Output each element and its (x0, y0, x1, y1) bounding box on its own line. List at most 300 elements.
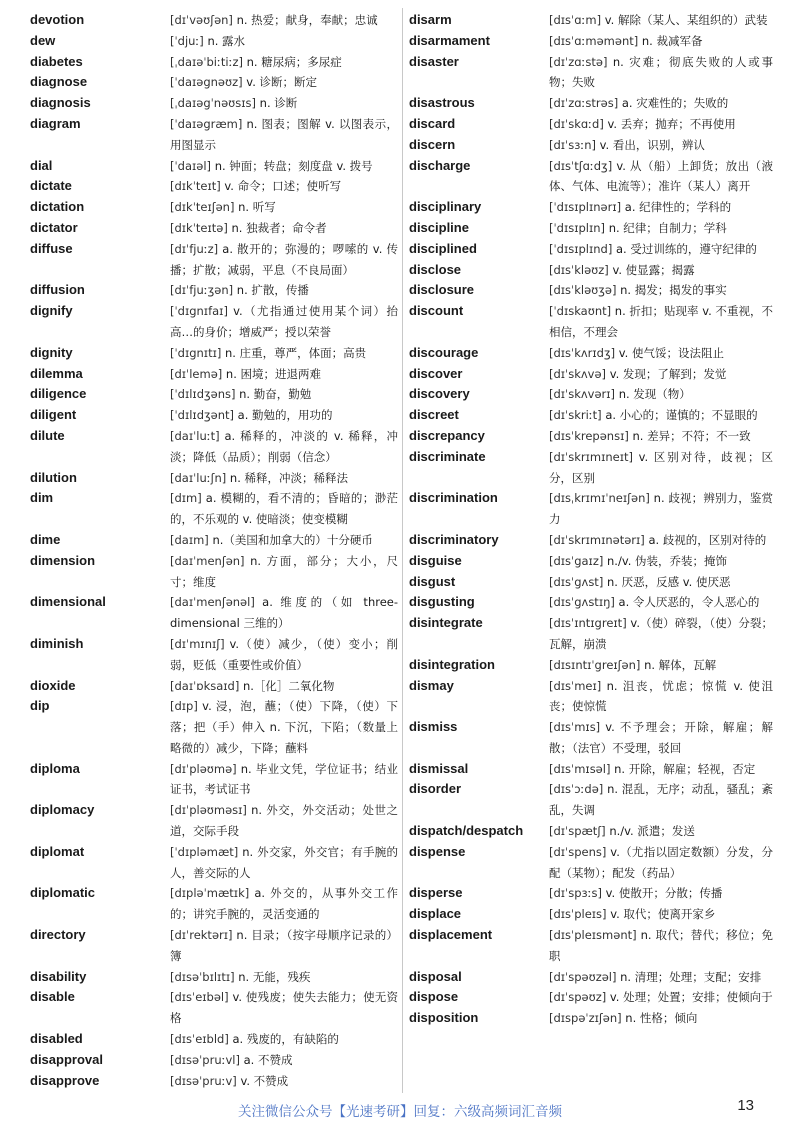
entry-phonetic: [ˌdaɪəgˈnəʊsɪs] (170, 96, 257, 111)
entry-word: disposal (409, 968, 462, 984)
vocab-entry (30, 301, 398, 343)
entry-word: dispatch/despatch (409, 823, 524, 839)
entry-definition (170, 592, 398, 634)
entry-meaning: v. 从（船）上卸货；放出（液体、气体、电流等）；准许（某人）离开 (549, 158, 774, 194)
entry-word: dictator (30, 219, 78, 235)
entry-definition (170, 93, 398, 114)
vocab-entry (30, 967, 398, 988)
entry-phonetic: [dɪˈmɪnɪʃ] (170, 636, 225, 651)
entry-phonetic: [dɪˈrektərɪ] (170, 928, 233, 943)
entry-definition (170, 1071, 398, 1092)
entry-word: discriminatory (409, 531, 499, 547)
entry-definition (549, 135, 773, 156)
entry-definition (549, 987, 773, 1008)
entry-meaning: a. 外交的，从事外交工作的；讲究手腕的，灵活变通的 (170, 886, 399, 922)
entry-definition (549, 280, 773, 301)
entry-word: dilute (30, 427, 65, 443)
entry-definition (170, 925, 398, 967)
entry-meaning: a. 散开的；弥漫的；啰嗦的 v. 传播；扩散；减弱，平息（不良局面） (170, 241, 398, 277)
entry-phonetic: [dɪspəˈzɪʃən] (549, 1011, 622, 1026)
vocab-entry (409, 676, 773, 718)
entry-phonetic: [ˈdaɪəgræm] (170, 116, 243, 131)
entry-phonetic: [dɪpləˈmætɪk] (170, 886, 250, 901)
entry-word: disperse (409, 885, 463, 901)
entry-definition (170, 488, 398, 530)
entry-meaning: n. 诊断 (259, 96, 298, 111)
entry-meaning: a. 勤勉的，用功的 (237, 408, 333, 423)
entry-word: diffusion (30, 282, 85, 298)
vocab-entry (409, 530, 773, 551)
entry-meaning: n. 方面，部分；大小，尺寸；维度 (170, 553, 398, 589)
entry-definition (170, 1050, 398, 1071)
entry-word: dimension (30, 552, 96, 568)
entry-word: discreet (409, 407, 459, 423)
entry-meaning: n./v. 派遣；发送 (609, 824, 695, 839)
entry-definition (549, 31, 773, 52)
entry-definition (170, 676, 398, 697)
entry-meaning: n./v. 伪装，乔装；掩饰 (607, 553, 728, 568)
entry-phonetic: [ˌdaɪəˈbiːtiːz] (170, 54, 243, 69)
entry-definition (549, 572, 773, 593)
entry-phonetic: [ˈdɪsɪplɪn] (549, 220, 606, 235)
entry-word: dismiss (409, 719, 458, 735)
entry-meaning: n. 毕业文凭，学位证书；结业证书，考试证书 (170, 761, 398, 797)
vocab-entry (409, 759, 773, 780)
entry-word: devotion (30, 12, 85, 27)
vocab-entry (30, 10, 398, 31)
entry-meaning: n. 取代；替代；移位；免职 (549, 928, 774, 963)
vocab-entry (409, 613, 773, 655)
vocab-entry (30, 52, 398, 73)
entry-meaning: v. 取代；使离开家乡 (610, 907, 716, 922)
entry-definition (170, 218, 398, 239)
vocab-entry (409, 114, 773, 135)
entry-word: discharge (409, 157, 471, 173)
entry-definition (549, 426, 773, 447)
vocab-entry (30, 114, 398, 156)
entry-definition (170, 883, 398, 925)
vocab-entry (409, 447, 773, 489)
entry-word: disabled (30, 1031, 83, 1047)
vocab-entry (409, 52, 773, 94)
vocab-entry (409, 904, 773, 925)
entry-word: dimensional (30, 594, 106, 610)
entry-definition (170, 967, 398, 988)
vocab-entry (30, 551, 398, 593)
entry-definition (170, 530, 398, 551)
entry-word: dioxide (30, 677, 76, 693)
entry-word: discriminate (409, 448, 486, 464)
entry-meaning: n. 厌恶，反感 v. 使厌恶 (606, 574, 731, 589)
entry-word: disability (30, 968, 87, 984)
entry-definition (549, 821, 773, 842)
entry-word: dismissal (409, 760, 469, 776)
entry-meaning: n. 听写 (238, 200, 276, 215)
entry-phonetic: [dɪˈfjuːz] (170, 241, 219, 256)
vocab-entry (409, 779, 773, 821)
vocab-entry (30, 468, 398, 489)
entry-definition (549, 239, 773, 260)
entry-meaning: a. 歧视的，区别对待的 (648, 532, 767, 547)
entry-phonetic: [dɪˈzɑːstrəs] (549, 96, 619, 111)
entry-phonetic: [dɪsˈkləʊz] (549, 262, 609, 277)
entry-word: diagnose (30, 74, 88, 90)
entry-word: discard (409, 115, 456, 131)
entry-definition (549, 301, 773, 343)
entry-phonetic: [ˈdɪgnɪfaɪ] (170, 304, 228, 319)
entry-meaning: v. 使残废；使失去能力；使无资格 (170, 990, 398, 1026)
entry-meaning: a. 维度的（如 three-dimensional 三维的） (170, 595, 399, 631)
vocab-entry (30, 31, 398, 52)
vocab-entry (30, 676, 398, 697)
entry-word: dew (30, 32, 56, 48)
vocab-entry (30, 1071, 398, 1092)
entry-phonetic: [dɪsˈmɪsəl] (549, 761, 611, 776)
vocab-entry (409, 384, 773, 405)
entry-meaning: a. 稀释的，冲淡的 v. 稀释，冲淡；降低（品质）；削弱（信念） (170, 428, 398, 464)
vocab-entry (409, 655, 773, 676)
vocab-entry (30, 405, 398, 426)
entry-phonetic: [ˈdaɪəl] (170, 158, 212, 173)
entry-phonetic: [dɪm] (170, 491, 202, 506)
entry-meaning: n. 灾难；彻底失败的人或事物；失败 (549, 54, 773, 90)
entry-definition (549, 52, 773, 94)
vocab-entry (30, 800, 398, 842)
entry-phonetic: [dɪsˈɑːm] (549, 13, 602, 27)
entry-word: disposition (409, 1010, 479, 1026)
entry-word: dictation (30, 199, 85, 215)
entry-definition (549, 114, 773, 135)
entry-meaning: n. 裁减军备 (641, 33, 703, 48)
entry-phonetic: [dɪsˈmɪs] (549, 720, 601, 735)
vocab-entry (30, 696, 398, 758)
entry-phonetic: [daɪm] (170, 532, 209, 547)
entry-word: discourage (409, 344, 479, 360)
entry-phonetic: [daɪˈmenʃən] (170, 553, 245, 568)
entry-definition (549, 93, 773, 114)
entry-word: dispose (409, 989, 459, 1005)
vocab-entry (30, 239, 398, 281)
entry-phonetic: [dɪsˈgaɪz] (549, 553, 604, 568)
entry-word: diminish (30, 635, 84, 651)
entry-definition (549, 759, 773, 780)
entry-meaning: n. 勤奋，勤勉 (239, 387, 312, 402)
entry-phonetic: [dɪˈspætʃ] (549, 824, 606, 839)
vocab-entry (409, 717, 773, 759)
entry-phonetic: [dɪsˈkʌrɪdʒ] (549, 345, 616, 360)
vocab-entry (30, 343, 398, 364)
entry-word: dip (30, 698, 50, 714)
vocab-entry (30, 364, 398, 385)
entry-phonetic: [dɪˈvəʊʃən] (170, 13, 233, 27)
vocab-entry (409, 218, 773, 239)
entry-meaning: a. 残废的，有缺陷的 (232, 1032, 339, 1047)
vocab-entry (409, 405, 773, 426)
entry-word: dignity (30, 344, 73, 360)
entry-definition (170, 696, 398, 758)
vocab-entry (409, 135, 773, 156)
entry-phonetic: [dɪsˈkrepənsɪ] (549, 428, 629, 443)
entry-phonetic: [dɪˈspəʊzəl] (549, 969, 617, 984)
entry-meaning: n. 性格；倾向 (625, 1011, 698, 1026)
entry-definition (549, 218, 773, 239)
entry-meaning: v. 不赞成 (240, 1073, 289, 1088)
entry-word: disclose (409, 261, 462, 277)
entry-word: diagnosis (30, 95, 91, 111)
entry-phonetic: [dɪsˈeɪbld] (170, 1032, 229, 1047)
entry-phonetic: [dɪkˈteɪt] (170, 179, 221, 194)
entry-phonetic: [dɪsˈɔːdə] (549, 782, 604, 797)
vocab-entry (30, 925, 398, 967)
vocab-entry (30, 592, 398, 634)
entry-phonetic: [dɪp] (170, 699, 198, 714)
entry-definition (549, 592, 773, 613)
vocab-entry (409, 280, 773, 301)
entry-word: disarmament (409, 32, 490, 48)
entry-phonetic: [dɪsəˈbɪlɪtɪ] (170, 969, 235, 984)
vocab-entry (30, 488, 398, 530)
entry-meaning: n. 露水 (207, 33, 246, 48)
entry-meaning: v. 使气馁；设法阻止 (618, 345, 724, 360)
entry-word: dim (30, 490, 54, 506)
entry-definition (170, 197, 398, 218)
entry-definition (170, 405, 398, 426)
entry-word: diagram (30, 115, 81, 131)
entry-phonetic: [dɪˈzɑːstə] (549, 54, 608, 69)
entry-meaning: v.（使）碎裂，（使）分裂；瓦解，崩溃 (549, 616, 774, 651)
vocab-entry (409, 197, 773, 218)
entry-word: dial (30, 157, 53, 173)
entry-word: dignify (30, 303, 73, 319)
left-column (30, 10, 398, 1091)
vocab-entry (30, 93, 398, 114)
entry-meaning: a. 模糊的，看不清的；昏暗的；渺茫的，不乐观的 v. 使暗淡；使变模糊 (170, 491, 398, 527)
entry-phonetic: [dɪsˈtʃɑːdʒ] (549, 158, 613, 173)
vocab-entry (409, 260, 773, 281)
vocab-entry (409, 821, 773, 842)
entry-phonetic: [dɪsˈmeɪ] (549, 678, 602, 693)
entry-definition (549, 613, 773, 655)
entry-meaning: v. 发现；了解到；发觉 (609, 366, 727, 381)
entry-phonetic: [dɪˈskʌvə] (549, 366, 607, 381)
entry-definition (549, 405, 773, 426)
entry-definition (170, 634, 398, 676)
entry-phonetic: [dɪˈspens] (549, 844, 607, 859)
entry-word: diplomacy (30, 802, 95, 818)
vocab-entry (409, 364, 773, 385)
entry-definition (549, 488, 773, 530)
entry-definition (170, 426, 398, 468)
entry-word: displacement (409, 927, 493, 943)
column-divider (402, 8, 403, 1093)
entry-word: disaster (409, 53, 459, 69)
entry-word: dispense (409, 843, 466, 859)
entry-definition (549, 343, 773, 364)
entry-phonetic: [ˈdjuː] (170, 33, 204, 48)
entry-meaning: a. 纪律性的；学科的 (624, 200, 732, 215)
entry-meaning: n. 纪律；自制力；学科 (608, 220, 727, 235)
entry-phonetic: [daɪˈluːʃn] (170, 470, 227, 485)
entry-word: disgusting (409, 594, 475, 610)
entry-phonetic: [dɪˈskʌvərɪ] (549, 387, 616, 402)
entry-word: diploma (30, 760, 80, 776)
vocab-entry (30, 1050, 398, 1071)
entry-phonetic: [ˈdɪpləmæt] (170, 844, 239, 859)
entry-definition (549, 883, 773, 904)
entry-meaning: v.（尤指以固定数额）分发，分配（某物）；配发（药品） (549, 844, 773, 880)
entry-definition (170, 384, 398, 405)
entry-word: disciplinary (409, 199, 482, 215)
entry-phonetic: [daɪˈmenʃənəl] (170, 595, 255, 610)
entry-definition (170, 176, 398, 197)
entry-phonetic: [ˈdɪsɪplɪnd] (549, 241, 613, 256)
vocab-entry (409, 488, 773, 530)
entry-definition (549, 842, 773, 884)
entry-meaning: n. 发现（物） (618, 387, 691, 402)
vocab-entry (409, 987, 773, 1008)
entry-definition (549, 717, 773, 759)
entry-definition (549, 260, 773, 281)
entry-meaning: a. 受过训练的，遵守纪律的 (616, 241, 757, 256)
entry-word: disgust (409, 573, 456, 589)
entry-phonetic: [dɪˈskriːt] (549, 408, 602, 423)
vocab-entry (409, 10, 773, 31)
entry-word: dilemma (30, 365, 83, 381)
entry-definition (549, 156, 773, 198)
entry-phonetic: [dɪˈsɜːn] (549, 137, 596, 152)
entry-word: discrimination (409, 490, 498, 506)
vocab-entry (30, 634, 398, 676)
entry-meaning: n.［化］二氧化物 (242, 678, 335, 693)
vocab-entry (30, 176, 398, 197)
entry-definition (549, 551, 773, 572)
entry-meaning: n. 目录；（按字母顺序记录的）簿 (170, 928, 398, 963)
entry-meaning: v. 使散开；分散；传播 (605, 886, 723, 901)
entry-meaning: n. 困境；进退两难 (225, 366, 322, 381)
entry-word: disapprove (30, 1072, 100, 1088)
entry-word: disguise (409, 552, 462, 568)
entry-meaning: v.（尤指通过使用某个词）抬高…的身价；增威严；授以荣誉 (170, 304, 398, 339)
entry-meaning: n. 歧视；辨别力，鉴赏力 (549, 491, 773, 527)
entry-word: dilution (30, 469, 77, 485)
vocab-entry (409, 967, 773, 988)
entry-phonetic: [dɪsˈɑːməmənt] (549, 33, 639, 48)
entry-meaning: v. 区别对待，歧视；区分，区别 (549, 449, 773, 485)
entry-definition (170, 551, 398, 593)
vocab-entry (409, 925, 773, 967)
vocab-entry (409, 343, 773, 364)
entry-phonetic: [ˈdɪsɪplɪnərɪ] (549, 200, 622, 215)
entry-word: dictate (30, 178, 72, 194)
entry-phonetic: [dɪsəˈpruːv] (170, 1073, 237, 1088)
vocab-entry (30, 883, 398, 925)
entry-meaning: n. 独裁者；命令者 (231, 220, 327, 235)
entry-definition (549, 967, 773, 988)
entry-phonetic: [dɪsˈpleɪsmənt] (549, 928, 637, 943)
footer-promo-text: 关注微信公众号【光速考研】回复：六级高频词汇音频 (238, 1104, 562, 1120)
entry-definition (170, 301, 398, 343)
vocab-entry (30, 72, 398, 93)
entry-definition (170, 156, 398, 177)
entry-definition (549, 530, 773, 551)
page-number: 13 (737, 1097, 754, 1114)
vocab-entry (409, 156, 773, 198)
vocab-entry (30, 1029, 398, 1050)
entry-meaning: v. 处理；处置；安排；使倾向于 (609, 990, 773, 1005)
entry-meaning: n. 扩散，传播 (236, 283, 309, 298)
entry-phonetic: [dɪsˌkrɪmɪˈneɪʃən] (549, 491, 650, 506)
entry-word: diabetes (30, 53, 83, 69)
entry-word: discover (409, 365, 463, 381)
entry-word: disable (30, 989, 75, 1005)
entry-phonetic: [dɪˈfjuːʒən] (170, 283, 234, 298)
vocab-entry (30, 280, 398, 301)
entry-phonetic: [dɪkˈteɪʃən] (170, 200, 235, 215)
entry-meaning: n. 庄重，尊严，体面；高贵 (225, 345, 367, 360)
entry-meaning: n. 折扣；贴现率 v. 不重视，不相信，不理会 (549, 304, 774, 339)
entry-phonetic: [dɪsəˈpruːvl] (170, 1052, 240, 1067)
entry-meaning: a. 不赞成 (243, 1052, 293, 1067)
entry-meaning: n. 揭发；揭发的事实 (620, 283, 727, 298)
entry-phonetic: [dɪˈspəʊz] (549, 990, 607, 1005)
entry-phonetic: [dɪsˈkləʊʒə] (549, 283, 617, 298)
entry-definition (170, 280, 398, 301)
entry-meaning: v. 解除（某人、某组织的）武装 (604, 13, 768, 27)
entry-definition (170, 10, 398, 31)
vocab-entry (409, 551, 773, 572)
entry-definition (170, 31, 398, 52)
entry-word: diplomatic (30, 885, 96, 901)
entry-definition (170, 114, 398, 156)
entry-word: discovery (409, 386, 470, 402)
vocab-entry (409, 301, 773, 343)
vocab-entry (409, 572, 773, 593)
entry-meaning: n. 解体，瓦解 (644, 657, 717, 672)
entry-definition (170, 759, 398, 801)
entry-phonetic: [dɪsɪntɪˈgreɪʃən] (549, 657, 641, 672)
entry-meaning: a. 灾难性的；失败的 (621, 96, 729, 111)
entry-phonetic: [dɪˈskɑːd] (549, 116, 604, 131)
entry-meaning: v. 看出，识别，辨认 (599, 137, 705, 152)
entry-phonetic: [ˈdɪskaʊnt] (549, 304, 612, 319)
entry-word: disorder (409, 781, 462, 797)
vocab-entry (409, 1008, 773, 1029)
entry-meaning: v.（使）减少，（使）变小；削弱，贬低（重要性或价值） (170, 636, 398, 672)
entry-definition (170, 468, 398, 489)
vocab-entry (30, 842, 398, 884)
entry-phonetic: [dɪˈpləʊmə] (170, 761, 237, 776)
vocab-entry (30, 156, 398, 177)
entry-definition (170, 72, 398, 93)
entry-meaning: n. 沮丧，忧虑；惊慌 v. 使沮丧；使惊慌 (549, 678, 774, 714)
entry-phonetic: [ˈdɪlɪdʒəns] (170, 387, 236, 402)
right-column (409, 10, 773, 1029)
entry-phonetic: [dɪsˈpleɪs] (549, 907, 607, 922)
entry-word: disciplined (409, 240, 477, 256)
vocab-entry (409, 239, 773, 260)
entry-meaning: n. 稀释，冲淡；稀释法 (229, 470, 349, 485)
entry-meaning: v. 丢弃；抛弃；不再使用 (607, 116, 736, 131)
vocab-entry (409, 842, 773, 884)
entry-meaning: v. 诊断；断定 (246, 75, 318, 90)
entry-meaning: a. 小心的；谨慎的；不显眼的 (605, 408, 758, 423)
entry-phonetic: [daɪˈɒksaɪd] (170, 678, 240, 693)
entry-phonetic: [dɪˈskrɪmɪneɪt] (549, 449, 633, 464)
entry-definition (549, 1008, 773, 1029)
entry-meaning: n. 外交家，外交官；有手腕的人，善交际的人 (170, 844, 398, 880)
entry-definition (170, 239, 398, 281)
entry-phonetic: [daɪˈluːt] (170, 428, 220, 443)
